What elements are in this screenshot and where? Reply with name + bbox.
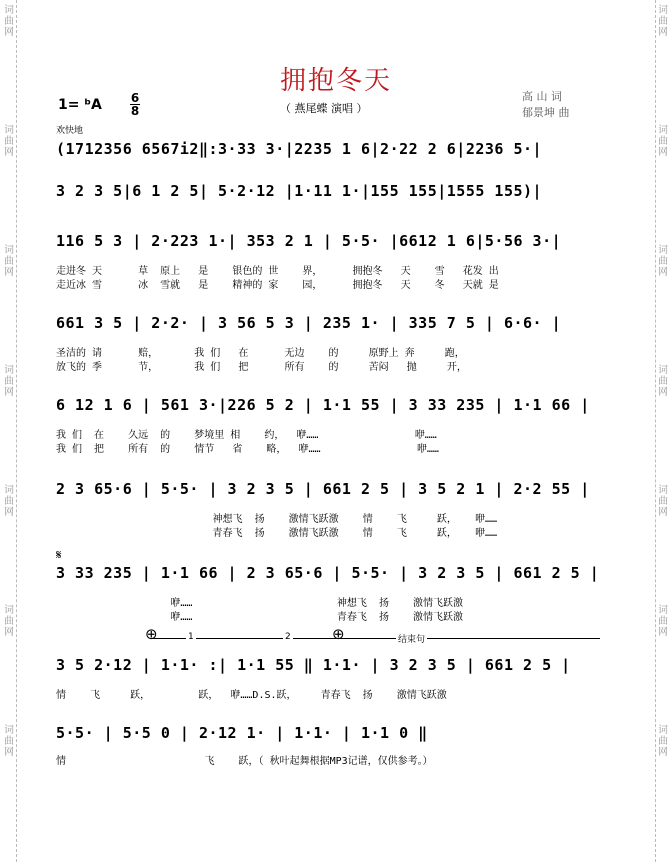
staff-line-5: 6 12 1 6 | 561 3·|226 5 2 | 1·1 55 | 3 33 235 | 1·1 66 |: [56, 396, 590, 414]
staff-line-2: 3 2 3 5|6 1 2 5| 5·2·12 |1·11 1·|155 155|1555 155)|: [56, 182, 543, 200]
watermark-right-1: 词 曲 网: [658, 5, 668, 38]
tempo-marking: 欢快地: [56, 126, 84, 136]
lyrics-line-9: 情 飞 跃，（ 秋叶起舞根据MP3记谱，仅供参考。）: [56, 756, 433, 767]
watermark-left-6: 词 曲 网: [4, 605, 14, 638]
staff-line-7: 3 33 235 | 1·1 66 | 2 3 65·6 | 5·5· | 3 2 3 5 | 661 2 5 |: [56, 564, 600, 582]
staff-line-3: 116 5 3 | 2·223 1·| 353 2 1 | 5·5· |6612 1 6|5·56 3·|: [56, 232, 562, 250]
time-signature-bottom: 8: [130, 104, 140, 118]
volta-second-ending: 2: [285, 632, 291, 642]
lyricist-credit: 高 山 词: [522, 90, 562, 103]
lyrics-line-4-verse-2: 放飞的 季 节， 我 们 把 所有 的 苦闷 抛 开，: [56, 362, 467, 373]
watermark-right-7: 词 曲 网: [658, 725, 668, 758]
watermark-right-2: 词 曲 网: [658, 125, 668, 158]
watermark-right-5: 词 曲 网: [658, 485, 668, 518]
watermark-right-4: 词 曲 网: [658, 365, 668, 398]
watermark-right-3: 词 曲 网: [658, 245, 668, 278]
composer-credit: 郁景坤 曲: [522, 106, 570, 119]
lyrics-line-5-verse-1: 我 们 在 久远 的 梦境里 相 约， 咿…… 咿……: [56, 430, 437, 441]
watermark-right-6: 词 曲 网: [658, 605, 668, 638]
lyrics-line-3-verse-2: 走近冰 雪 冰 雪就 是 精神的 家 园， 拥抱冬 天 冬 天就 是: [56, 280, 499, 291]
staff-line-9: 5·5· | 5·5 0 | 2·12 1· | 1·1· | 1·1 0 ‖: [56, 724, 428, 742]
staff-line-8: 3 5 2·12 | 1·1· :| 1·1 55 ‖ 1·1· | 3 2 3 5 | 661 2 5 |: [56, 656, 571, 674]
ending-section-label: 结束句: [396, 632, 427, 645]
watermark-left-2: 词 曲 网: [4, 125, 14, 158]
watermark-left-4: 词 曲 网: [4, 365, 14, 398]
watermark-left-1: 词 曲 网: [4, 5, 14, 38]
lyrics-line-3-verse-1: 走进冬 天 草 原上 是 银色的 世 界， 拥抱冬 天 雪 花发 出: [56, 266, 499, 277]
staff-line-1: (1712356 6567i2‖:3·33 3·|2235 1 6|2·22 2 6|2236 5·|: [56, 140, 543, 158]
lyrics-line-7-verse-1: 咿…… 神想飞 扬 激情飞跃激: [56, 598, 464, 609]
segno-sign: 𝄋: [56, 548, 62, 563]
time-signature-top: 6: [130, 91, 140, 105]
lyrics-line-6-verse-1: 神想飞 扬 激情飞跃激 情 飞 跃， 咿……: [56, 514, 498, 525]
lyrics-line-6-verse-2: 青春飞 扬 激情飞跃激 情 飞 跃， 咿……: [56, 528, 498, 539]
volta-first-ending: 1: [188, 632, 194, 642]
volta-bracket-line: [150, 638, 600, 639]
staff-line-6: 2 3 65·6 | 5·5· | 3 2 3 5 | 661 2 5 | 3 5 2 1 | 2·2 55 |: [56, 480, 590, 498]
lyrics-line-5-verse-2: 我 们 把 所有 的 情节 省 略， 咿…… 咿……: [56, 444, 439, 455]
lyrics-line-7-verse-2: 咿…… 青春飞 扬 激情飞跃激: [56, 612, 464, 623]
performer-credit: （ 燕尾蝶 演唱 ）: [280, 102, 368, 115]
time-signature: [130, 92, 140, 117]
lyrics-line-8: 情 飞 跃， 跃， 咿……D.S.跃， 青春飞 扬 激情飞跃激: [56, 690, 447, 701]
coda-sign-2: ⊕: [332, 625, 345, 643]
watermark-left-7: 词 曲 网: [4, 725, 14, 758]
watermark-left-3: 词 曲 网: [4, 245, 14, 278]
watermark-left-5: 词 曲 网: [4, 485, 14, 518]
staff-line-4: 661 3 5 | 2·2· | 3 56 5 3 | 235 1· | 335 7 5 | 6·6· |: [56, 314, 562, 332]
song-title: 拥抱冬天: [279, 66, 392, 96]
coda-sign-1: ⊕: [145, 625, 158, 643]
lyrics-line-4-verse-1: 圣洁的 请 赔， 我 们 在 无边 的 原野上 奔 跑，: [56, 348, 465, 359]
key-signature: 1= ᵇA: [58, 97, 102, 113]
